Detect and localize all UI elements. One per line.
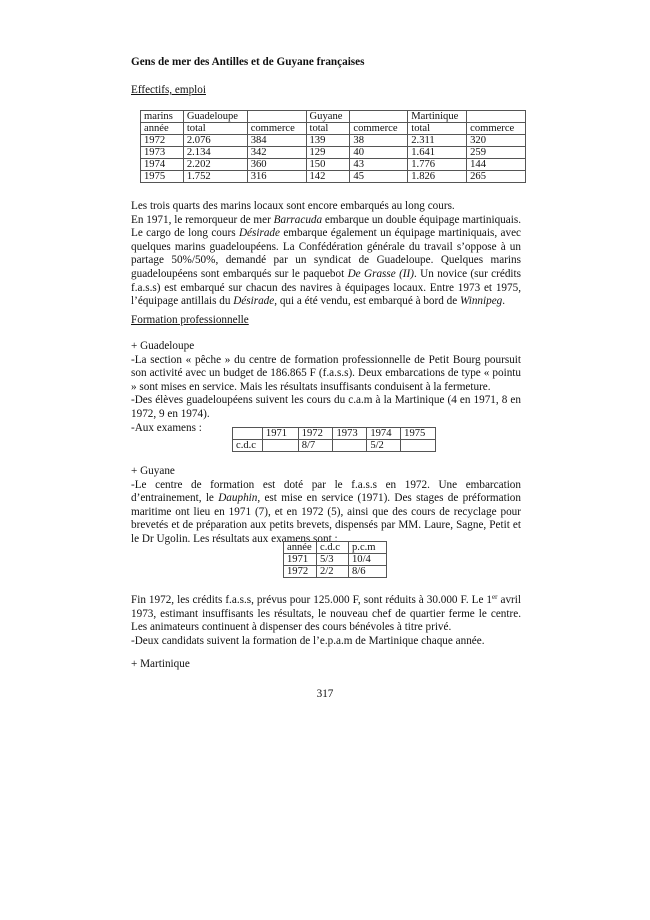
table-cell: 1.776	[408, 159, 467, 171]
table-cell: 1971	[262, 428, 298, 440]
table-cell	[350, 111, 408, 123]
table-cell: total	[306, 123, 350, 135]
table-cell: 2.311	[408, 135, 467, 147]
table-cell: année	[284, 542, 317, 554]
guyane-exam-table	[283, 541, 387, 578]
text-run: , est mise en service (1971). Des stages de préformation maritime ont lieu en 1971 (7), et en 1972 (5), ainsi que des cours de recyclage pour brevetés et de préparation aux petits brevets, dispensés par MM. Laure, Sagne, Petit et le Dr Ugolin. Les résultats aux examens sont :	[131, 492, 521, 545]
table-row	[141, 159, 526, 171]
table-cell: 360	[247, 159, 306, 171]
table-cell: 320	[467, 135, 526, 147]
table-cell: Martinique	[408, 111, 467, 123]
guyane-text	[131, 465, 521, 547]
table-cell: Guadeloupe	[183, 111, 247, 123]
table-cell: 1972	[284, 566, 317, 578]
table-cell: 1974	[141, 159, 184, 171]
table-cell: 1973	[333, 428, 367, 440]
text-run: .	[502, 295, 506, 308]
ship-name: Désirade	[233, 295, 275, 308]
boat-name: Dauphin	[218, 492, 258, 505]
document-title: Gens de mer des Antilles et de Guyane françaises	[131, 56, 365, 68]
guyane-text-continued	[131, 594, 521, 648]
section-heading-effectifs: Effectifs, emploi	[131, 84, 206, 96]
table-row	[284, 554, 387, 566]
paragraph	[131, 479, 521, 547]
table-cell	[247, 111, 306, 123]
table-cell: 2/2	[317, 566, 349, 578]
table-cell: 10/4	[349, 554, 387, 566]
table-header-row	[233, 428, 436, 440]
table-cell: p.c.m	[349, 542, 387, 554]
table-cell: 2.076	[183, 135, 247, 147]
paragraph	[131, 594, 521, 635]
table-cell: 1.752	[183, 171, 247, 183]
table-cell: 43	[350, 159, 408, 171]
table-cell: c.d.c	[317, 542, 349, 554]
paragraph	[131, 214, 521, 309]
table-cell: 5/3	[317, 554, 349, 566]
table-cell: 8/7	[298, 440, 333, 452]
table-cell: 139	[306, 135, 350, 147]
table-cell: Guyane	[306, 111, 350, 123]
paragraph: -La section « pêche » du centre de formation professionnelle de Petit Bourg poursuit son activité avec un budget de 186.865 F (f.a.s.s). Deux embarcations de type « pointu » sont mises en service. Mais les résultats insuffisants conduisent à la fermeture.	[131, 353, 521, 393]
table-header-row	[141, 123, 526, 135]
table-cell: année	[141, 123, 184, 135]
table-cell	[262, 440, 298, 452]
text-run: . Un novice (sur crédits f.a.s.s) est embarqué sur chacun des navires à équipages locaux. Entre 1973 et 1975, l’équipage antillais du	[131, 267, 521, 308]
text-run: En 1971, le remorqueur de mer	[131, 213, 274, 226]
paragraph: -Des élèves guadeloupéens suivent les cours du c.a.m à la Martinique (4 en 1971, 8 en 1972, 9 en 1974).	[131, 394, 521, 420]
section-heading-formation: Formation professionnelle	[131, 314, 249, 326]
paragraph: Les trois quarts des marins locaux sont encore embarqués au long cours.	[131, 200, 455, 212]
table-row	[233, 440, 436, 452]
table-cell: commerce	[350, 123, 408, 135]
paragraph: -Aux examens :	[131, 421, 202, 434]
table-cell: 1.641	[408, 147, 467, 159]
table-cell: 316	[247, 171, 306, 183]
table-row	[141, 135, 526, 147]
table-cell: 45	[350, 171, 408, 183]
text-run: , qui a été vendu, est embarqué à bord de	[274, 295, 461, 308]
table-cell: commerce	[247, 123, 306, 135]
table-cell: 1975	[141, 171, 184, 183]
table-cell: 144	[467, 159, 526, 171]
guadeloupe-text	[131, 340, 521, 435]
table-header-row	[284, 542, 387, 554]
table-cell: 1971	[284, 554, 317, 566]
table-cell: commerce	[467, 123, 526, 135]
table-cell: total	[183, 123, 247, 135]
table-row	[141, 147, 526, 159]
table-cell	[233, 428, 263, 440]
text-run: Fin 1972, les crédits f.a.s.s, prévus pour 125.000 F, sont réduits à 30.000 F. Le 1	[131, 594, 493, 606]
table-cell: 40	[350, 147, 408, 159]
effectifs-text	[131, 200, 521, 309]
table-cell: 1972	[141, 135, 184, 147]
text-run: avril 1973, estimant insuffisants les résultats, le nouveau chef de quartier ferme le centre. Les animateurs continuent à dispenser des cours bénévoles à titre privé.	[131, 594, 521, 634]
table-row	[141, 171, 526, 183]
table-cell: total	[408, 123, 467, 135]
table-cell: 129	[306, 147, 350, 159]
table-cell: 259	[467, 147, 526, 159]
ship-name: Désirade	[238, 227, 280, 240]
table-cell: 2.134	[183, 147, 247, 159]
table-row	[284, 566, 387, 578]
table-cell: 38	[350, 135, 408, 147]
table-cell: 5/2	[367, 440, 401, 452]
subsection-label: + Guyane	[131, 465, 175, 477]
text-run: embarque un double équipage martiniquais. Le cargo de long cours	[131, 213, 521, 240]
table-cell: 1973	[141, 147, 184, 159]
subsection-label: + Guadeloupe	[131, 340, 195, 352]
table-cell: 1972	[298, 428, 333, 440]
table-cell	[467, 111, 526, 123]
table-cell: 142	[306, 171, 350, 183]
page-number: 317	[316, 688, 334, 700]
table-cell: 342	[247, 147, 306, 159]
table-cell	[333, 440, 367, 452]
table-cell: 384	[247, 135, 306, 147]
ship-name: Barracuda	[273, 213, 323, 226]
text-run: embarque également un équipage martiniquais, avec quelques marins guadeloupéens. La Confédération générale du travail s’oppose à un partage 50%/50%, demandé par un syndicat de Guadeloupe. Quelques marins guadeloupéens sont embarqués sur le paquebot	[131, 227, 522, 280]
guadeloupe-exam-table	[232, 427, 436, 452]
table-cell: 8/6	[349, 566, 387, 578]
text-run: -Le centre de formation est doté par le f.a.s.s en 1972. Une embarcation d’entrainement, le	[131, 478, 521, 505]
table-cell: 2.202	[183, 159, 247, 171]
ship-name: Winnipeg	[460, 295, 503, 308]
table-header-row	[141, 111, 526, 123]
effectifs-table	[140, 110, 526, 183]
table-cell: 1.826	[408, 171, 467, 183]
superscript: er	[492, 593, 498, 601]
table-cell: 1974	[367, 428, 401, 440]
table-cell: c.d.c	[233, 440, 263, 452]
table-cell: 265	[467, 171, 526, 183]
ship-name: De Grasse (II)	[347, 267, 414, 280]
table-cell: 150	[306, 159, 350, 171]
table-cell: marins	[141, 111, 184, 123]
subsection-label-martinique: + Martinique	[131, 658, 190, 670]
paragraph: -Deux candidats suivent la formation de l’e.p.a.m de Martinique chaque année.	[131, 634, 485, 647]
table-cell: 1975	[401, 428, 436, 440]
table-cell	[401, 440, 436, 452]
